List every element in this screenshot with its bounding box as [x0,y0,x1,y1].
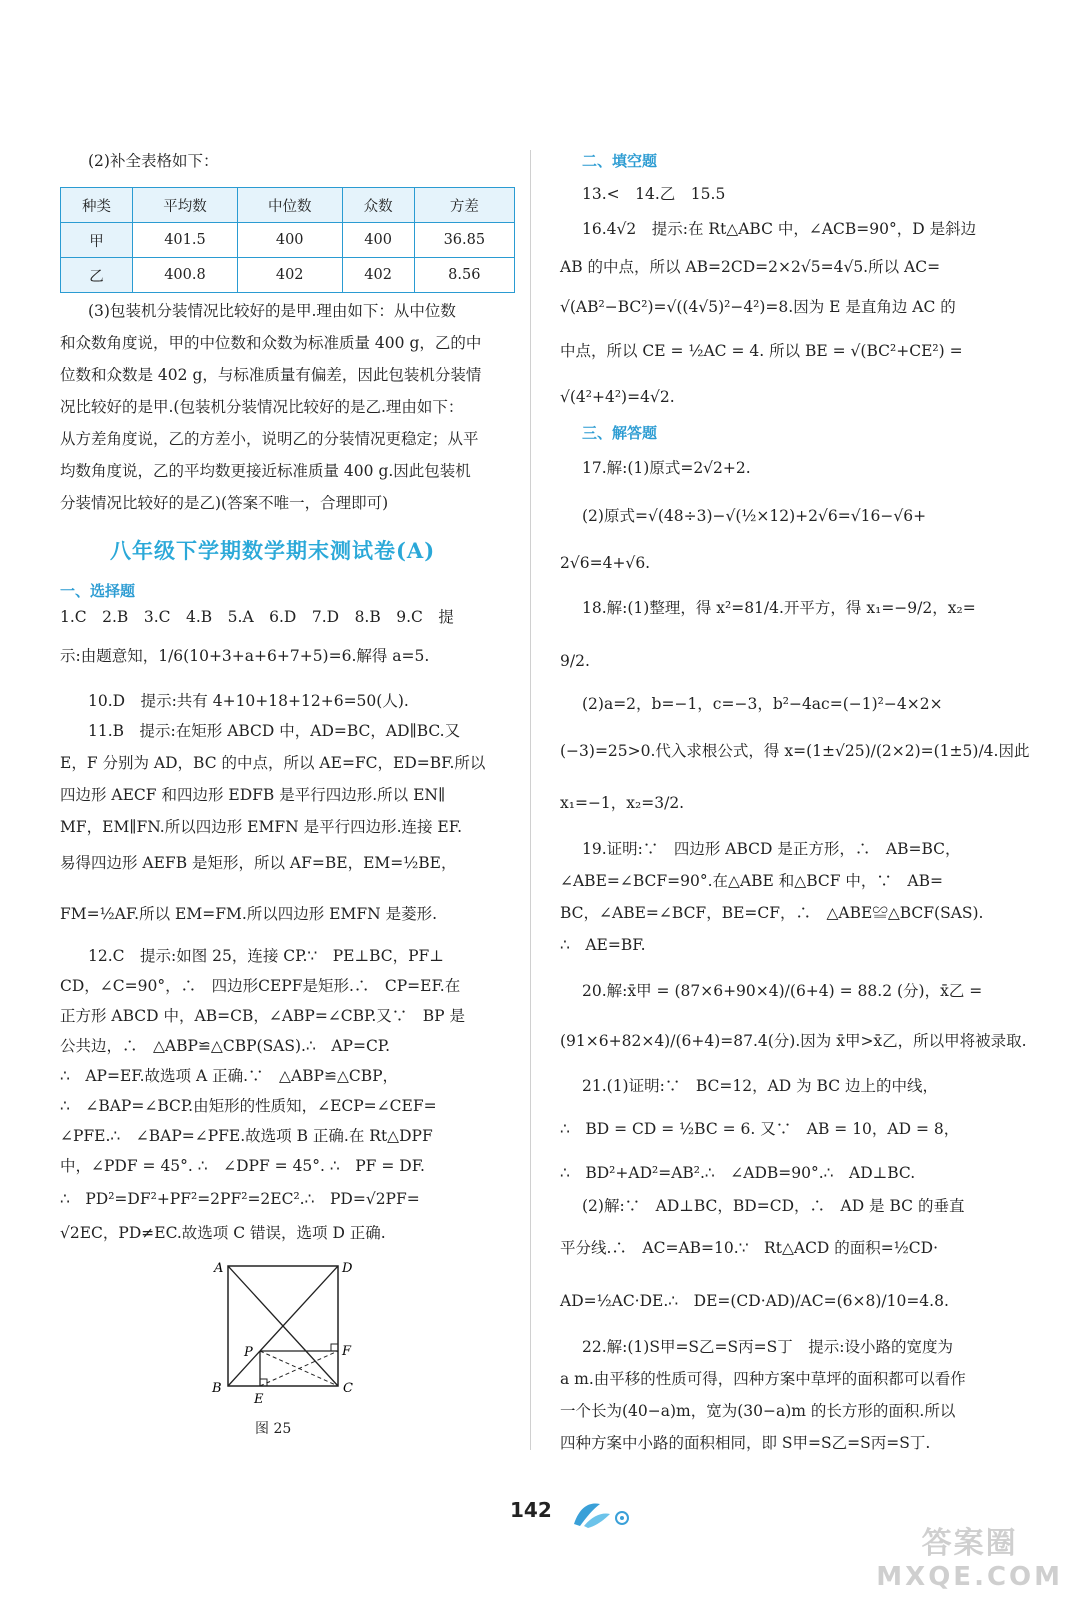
q16-line: AB 的中点，所以 AB=2CD=2×2√5=4√5.所以 AC= [560,258,941,276]
q16-line: √(AB²−BC²)=√((4√5)²−4²)=8.因为 E 是直角边 AC 的 [560,298,956,316]
q21-line: (2)解:∵ AD⊥BC，BD=CD，∴ AD 是 BC 的垂直 [582,1197,965,1215]
q18-line: (2)a=2，b=−1，c=−3，b²−4ac=(−1)²−4×2× [582,695,943,713]
stats-table [60,187,515,293]
para3-line: 均数角度说，乙的平均数更接近标准质量 400 g.因此包装机 [60,462,471,480]
table-header-cell: 方差 [414,188,514,223]
table-cell: 401.5 [133,223,238,258]
q22-line: 22.解:(1)S甲=S乙=S丙=S丁 提示:设小路的宽度为 [582,1338,953,1356]
q12-line: ∠PFE.∴ ∠BAP=∠PFE.故选项 B 正确.在 Rt△DPF [60,1127,433,1145]
table-cell: 甲 [61,223,133,258]
table-cell: 400 [342,223,414,258]
q10-line: 10.D 提示:共有 4+10+18+12+6=50(人). [88,692,409,710]
q12-line: 正方形 ABCD 中，AB=CB，∠ABP=∠CBP.又∵ BP 是 [60,1007,466,1025]
exam-title: 八年级下学期数学期末测试卷(A) [110,538,436,563]
q21-line: 21.(1)证明:∵ BC=12，AD 为 BC 边上的中线， [582,1077,939,1095]
q12-line: ∴ PD²=DF²+PF²=2PF²=2EC².∴ PD=√2PF= [60,1190,420,1208]
q12-line: √2EC，PD≠EC.故选项 C 错误，选项 D 正确. [60,1224,386,1242]
label-c: C [343,1381,353,1396]
label-e: E [254,1392,264,1407]
q19-line: ∴ AE=BF. [560,936,646,954]
table-header-cell: 中位数 [237,188,342,223]
table-header-cell: 众数 [342,188,414,223]
table-row [61,258,515,293]
table-intro: (2)补全表格如下： [88,152,219,170]
q11-line: 四边形 AECF 和四边形 EDFB 是平行四边形.所以 EN∥ [60,786,446,804]
watermark [876,1518,1063,1592]
table-header-cell: 种类 [61,188,133,223]
answers-line: 1.C 2.B 3.C 4.B 5.A 6.D 7.D 8.B 9.C 提 [60,608,454,626]
label-d: D [342,1261,353,1276]
q12-line: 12.C 提示:如图 25，连接 CP.∵ PE⊥BC，PF⊥ [88,947,444,965]
watermark-text: 答案圈 [921,1526,1018,1561]
q17-line: (2)原式=√(48÷3)−√(½×12)+2√6=√16−√6+ [582,507,927,525]
column-divider [530,150,531,1450]
segment-dp [260,1266,338,1351]
q20-line: 20.解:x̄甲 = (87×6+90×4)/(6+4) = 88.2 (分)，x̄乙 = [582,982,983,1000]
right-angle-f [331,1344,338,1351]
table-cell: 400 [237,223,342,258]
q16-line: 中点，所以 CE = ½AC = 4. 所以 BE = √(BC²+CE²) = [560,342,963,360]
q12-line: 中，∠PDF = 45°. ∴ ∠DPF = 45°. ∴ PF = DF. [60,1157,425,1175]
q11-line: E，F 分别为 AD，BC 的中点，所以 AE=FC，ED=BF.所以 [60,754,486,772]
table-cell: 乙 [61,258,133,293]
para3-line: (3)包装机分装情况比较好的是甲.理由如下：从中位数 [88,302,456,320]
q16-line: √(4²+4²)=4√2. [560,388,675,406]
q12-line: CD，∠C=90°，∴ 四边形CEPF是矩形.∴ CP=EF.在 [60,977,461,995]
table-cell: 402 [237,258,342,293]
q18-line: x₁=−1，x₂=3/2. [560,794,685,812]
q21-line: ∴ BD²+AD²=AB².∴ ∠ADB=90°.∴ AD⊥BC. [560,1164,916,1182]
q22-line: a m.由平移的性质可得，四种方案中草坪的面积都可以看作 [560,1370,966,1388]
para3-line: 位数和众数是 402 g，与标准质量有偏差，因此包装机分装情 [60,366,482,384]
q11-line: FM=½AF.所以 EM=FM.所以四边形 EMFN 是菱形. [60,905,438,923]
watermark-url: MXQE.COM [876,1562,1063,1592]
table-header-row [61,188,515,223]
label-a: A [214,1261,224,1276]
q17-line: 17.解:(1)原式=2√2+2. [582,459,751,477]
q12-line: 公共边，∴ △ABP≌△CBP(SAS).∴ AP=CP. [60,1037,391,1055]
q18-line: 9/2. [560,652,590,670]
table-cell: 402 [342,258,414,293]
q19-line: 19.证明:∵ 四边形 ABCD 是正方形，∴ AB=BC， [582,840,961,858]
q11-line: MF，EM∥FN.所以四边形 EMFN 是平行四边形.连接 EF. [60,818,463,836]
q17-line: 2√6=4+√6. [560,554,651,572]
q22-line: 四种方案中小路的面积相同，即 S甲=S乙=S丙=S丁. [560,1434,931,1452]
q11-line: 11.B 提示:在矩形 ABCD 中，AD=BC，AD∥BC.又 [88,722,461,740]
label-b: B [212,1381,222,1396]
table-header-cell: 平均数 [133,188,238,223]
label-f: F [342,1344,352,1359]
section-heading: 一、选择题 [60,582,136,600]
table-cell: 36.85 [414,223,514,258]
q16-line: 16.4√2 提示:在 Rt△ABC 中，∠ACB=90°，D 是斜边 [582,220,977,238]
q22-line: 一个长为(40−a)m，宽为(30−a)m 的长方形的面积.所以 [560,1402,956,1420]
q19-line: ∠ABE=∠BCF=90°.在△ABE 和△BCF 中，∵ AB= [560,872,943,890]
q18-line: (−3)=25>0.代入求根公式，得 x=(1±√25)/(2×2)=(1±5)/4.因此 [560,742,1030,760]
para3-line: 分装情况比较好的是乙)(答案不唯一，合理即可) [60,494,389,512]
table-cell: 400.8 [133,258,238,293]
section-heading: 二、填空题 [582,152,658,170]
table-cell: 8.56 [414,258,514,293]
section-heading: 三、解答题 [582,424,658,442]
leaf-logo-icon [570,1496,640,1530]
para3-line: 和众数角度说，甲的中位数和众数为标准质量 400 g，乙的中 [60,334,482,352]
para3-line: 况比较好的是甲.(包装机分装情况比较好的是乙.理由如下： [60,398,464,416]
q18-line: 18.解:(1)整理，得 x²=81/4.开平方，得 x₁=−9/2，x₂= [582,599,976,617]
q19-line: BC，∠ABE=∠BCF，BE=CF，∴ △ABE≌△BCF(SAS). [560,904,984,922]
q12-line: ∴ AP=EF.故选项 A 正确.∵ △ABP≌△CBP， [60,1067,399,1085]
figure-caption: 图 25 [255,1421,292,1437]
q21-line: 平分线.∴ AC=AB=10.∵ Rt△ACD 的面积=½CD· [560,1239,939,1257]
q21-line: AD=½AC·DE.∴ DE=(CD·AD)/AC=(6×8)/10=4.8. [560,1292,949,1310]
q11-line: 易得四边形 AEFB 是矩形，所以 AF=BE，EM=½BE， [60,854,457,872]
page-number: 142 [510,1498,552,1522]
q9-hint: 示:由题意知，1/6(10+3+a+6+7+5)=6.解得 a=5. [60,647,430,665]
q12-line: ∴ ∠BAP=∠BCP.由矩形的性质知，∠ECP=∠CEF= [60,1097,437,1115]
q20-line: (91×6+82×4)/(6+4)=87.4(分).因为 x̄甲>x̄乙，所以甲将被录取. [560,1032,1027,1050]
q21-line: ∴ BD = CD = ½BC = 6. 又∵ AB = 10，AD = 8， [560,1120,960,1138]
q13-line: 13.< 14.乙 15.5 [582,185,726,203]
table-row [61,223,515,258]
para3-line: 从方差角度说，乙的方差小，说明乙的分装情况更稳定；从平 [60,430,479,448]
label-p: P [244,1345,253,1360]
geometry-figure [200,1258,370,1408]
